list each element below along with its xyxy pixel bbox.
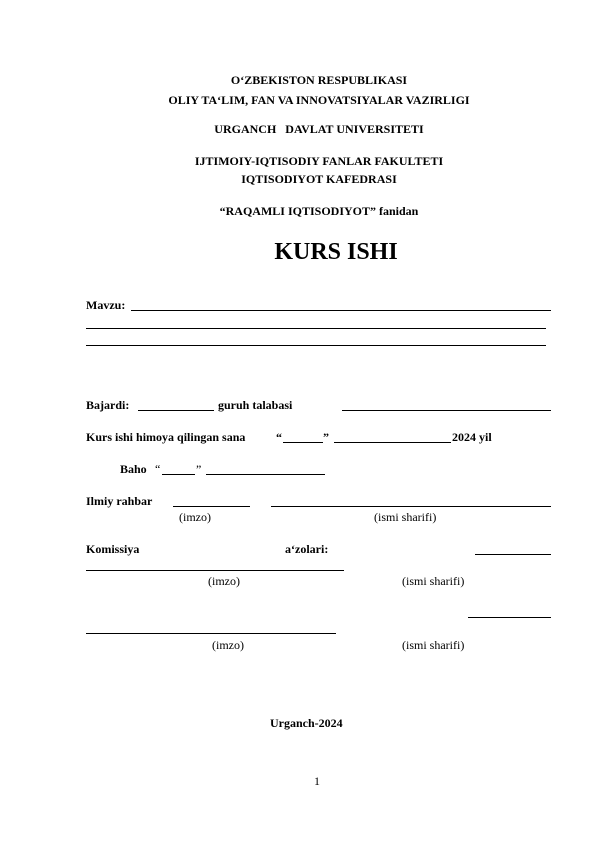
commission-members-label: a‘zolari:: [285, 542, 329, 556]
commission-member2-name-caption: (ismi sharifi): [402, 638, 465, 652]
defense-quote-open: “: [276, 430, 282, 444]
faculty-heading: IJTIMOIY-IQTISODIY FANLAR FAKULTETI: [194, 154, 444, 168]
commission-member2-signature-line[interactable]: [86, 633, 336, 634]
subject-heading: “RAQAMLI IQTISODIYOT” fanidan: [219, 204, 419, 218]
page-number: 1: [314, 774, 320, 788]
group-student-label: guruh talabasi: [218, 398, 293, 412]
commission-member1-signature-line[interactable]: [86, 570, 344, 571]
topic-label: Mavzu:: [86, 298, 126, 312]
supervisor-name-line[interactable]: [271, 506, 551, 507]
topic-line-2[interactable]: [86, 328, 546, 329]
grade-quote-close: ”: [196, 462, 202, 476]
commission-member1-line-end[interactable]: [475, 554, 551, 555]
republic-heading: O‘ZBEKISTON RESPUBLIKASI: [230, 73, 408, 87]
grade-label: Baho: [120, 462, 147, 476]
university-heading: URGANCH DAVLAT UNIVERSITETI: [214, 122, 424, 136]
defense-day-line[interactable]: [283, 442, 323, 443]
defense-date-label: Kurs ishi himoya qilingan sana: [86, 430, 246, 444]
ministry-heading: OLIY TA‘LIM, FAN VA INNOVATSIYALAR VAZIRLIGI: [168, 93, 470, 107]
commission-member2-signature-caption: (imzo): [212, 638, 244, 652]
performer-label: Bajardi:: [86, 398, 130, 412]
grade-quote-open: “: [155, 462, 161, 476]
defense-month-line[interactable]: [334, 442, 451, 443]
commission-label: Komissiya: [86, 542, 140, 556]
supervisor-signature-caption: (imzo): [179, 510, 211, 524]
defense-quote-close: ”: [323, 430, 329, 444]
commission-member1-signature-caption: (imzo): [208, 574, 240, 588]
supervisor-label: Ilmiy rahbar: [86, 494, 153, 508]
grade-words-line[interactable]: [206, 474, 325, 475]
commission-member1-name-caption: (ismi sharifi): [402, 574, 465, 588]
defense-year: 2024 yil: [452, 430, 492, 444]
supervisor-signature-line[interactable]: [173, 506, 250, 507]
topic-line-3[interactable]: [86, 345, 546, 346]
document-title: KURS ISHI: [274, 239, 398, 265]
student-name-line[interactable]: [342, 410, 551, 411]
department-heading: IQTISODIYOT KAFEDRASI: [241, 172, 397, 186]
topic-line-1[interactable]: [131, 310, 551, 311]
commission-member2-line-end[interactable]: [468, 617, 551, 618]
group-number-line[interactable]: [138, 410, 214, 411]
city-year: Urganch-2024: [270, 716, 343, 730]
supervisor-name-caption: (ismi sharifi): [374, 510, 437, 524]
grade-value-line[interactable]: [162, 474, 195, 475]
